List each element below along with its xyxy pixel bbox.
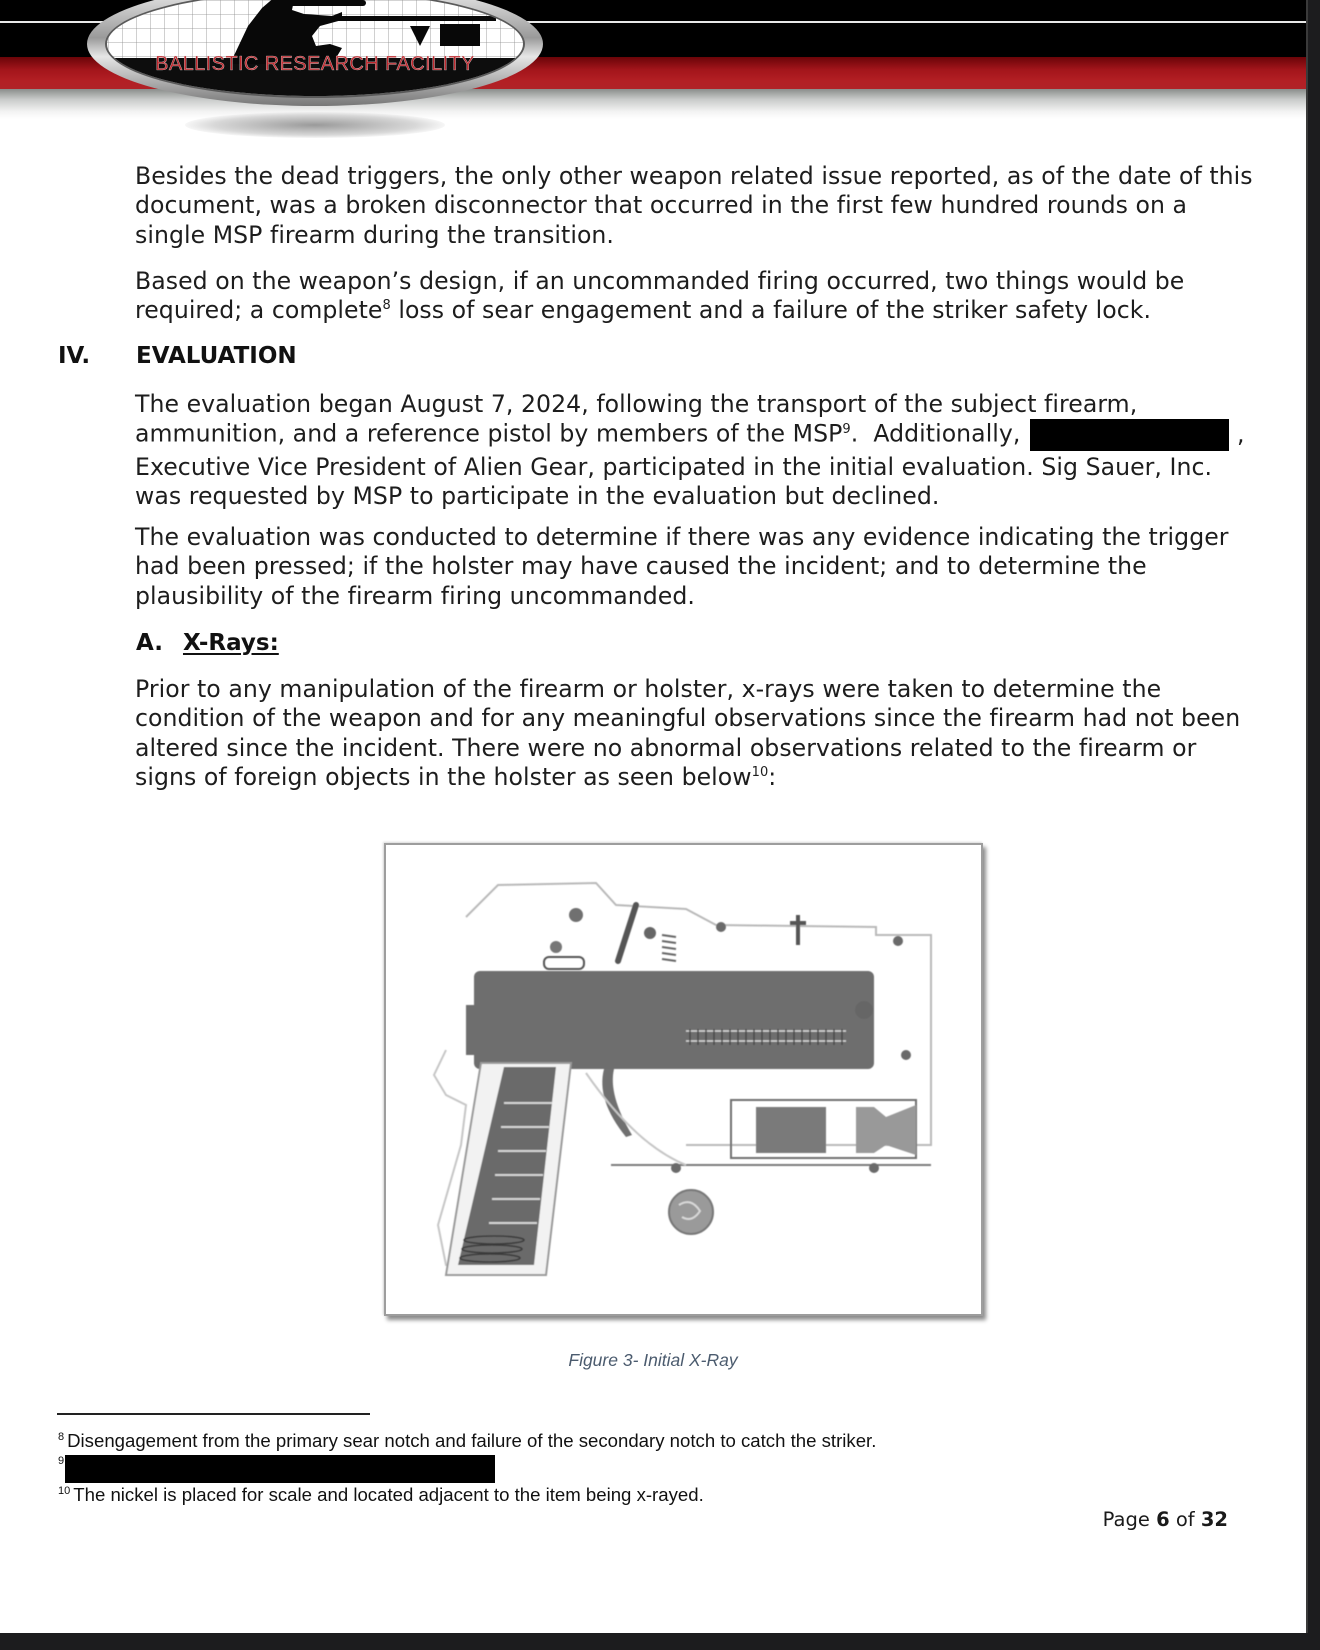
redacted-name xyxy=(1030,419,1229,451)
subsection-title: X-Rays: xyxy=(182,630,279,656)
paragraph-line xyxy=(135,296,1184,329)
page-current: 6 xyxy=(1156,1508,1170,1531)
xray-image xyxy=(386,845,981,1314)
paragraph-design xyxy=(135,267,1184,330)
paragraph-line: The evaluation was conducted to determine if there was any evidence indicating the trigger xyxy=(135,523,1229,551)
figure-caption: Figure 3- Initial X-Ray xyxy=(568,1350,738,1370)
redacted-footnote xyxy=(65,1455,495,1483)
footnote-ref-8[interactable]: 8 xyxy=(382,298,391,314)
paragraph-line: Executive Vice President of Alien Gear, participated in the initial evaluation. Sig Sauer, Inc. xyxy=(135,453,1213,482)
page-number xyxy=(1103,1508,1228,1531)
paragraph-line: condition of the weapon and for any meaningful observations since the firearm had not been xyxy=(135,704,1241,733)
paragraph-line: Besides the dead triggers, the only other weapon related issue reported, as of the date of this xyxy=(135,162,1253,190)
text-run: loss of sear engagement and a failure of the striker safety lock. xyxy=(390,296,1152,325)
text-run: . Additionally, xyxy=(850,419,1029,448)
footnote-8 xyxy=(58,1430,876,1452)
paragraph-line: altered since the incident. There were no abnormal observations related to the firearm or xyxy=(135,733,1197,762)
page-of: of xyxy=(1169,1508,1201,1531)
paragraph-line: plausibility of the firearm firing uncommanded. xyxy=(135,581,695,610)
xray-figure xyxy=(384,843,983,1316)
paragraph-xrays xyxy=(135,675,1240,796)
paragraph-evaluation-purpose xyxy=(135,523,1229,611)
text-run: : xyxy=(768,762,777,791)
paragraph-line: Prior to any manipulation of the firearm or holster, x-rays were taken to determine the xyxy=(135,675,1162,703)
footnote-text: The nickel is placed for scale and located adjacent to the item being x-rayed. xyxy=(73,1484,704,1505)
paragraph-disconnector xyxy=(135,162,1253,250)
footnote-number: 10 xyxy=(58,1485,71,1497)
footnote-text: Disengagement from the primary sear notch and failure of the secondary notch to catch the striker. xyxy=(67,1430,877,1451)
page-label: Page xyxy=(1102,1508,1157,1531)
text-run: required; a complete xyxy=(135,296,383,325)
paragraph-line xyxy=(135,419,1245,453)
trigger xyxy=(602,1069,632,1137)
footnote-number: 8 xyxy=(58,1431,65,1443)
footnote-separator xyxy=(57,1413,370,1415)
ballistic-research-facility-logo xyxy=(80,0,550,116)
paragraph-line: was requested by MSP to participate in the evaluation but declined. xyxy=(135,482,940,511)
text-run: , xyxy=(1237,419,1245,448)
paragraph-line: document, was a broken disconnector that occurred in the first few hundred rounds on a xyxy=(135,191,1188,220)
paragraph-line: had been pressed; if the holster may have caused the incident; and to determine the xyxy=(135,552,1147,581)
pistol-slide xyxy=(474,971,874,1069)
paragraph-evaluation-began xyxy=(135,390,1245,512)
text-run: signs of foreign objects in the holster as seen below xyxy=(135,762,752,791)
page-total: 32 xyxy=(1200,1508,1228,1531)
subsection-heading xyxy=(136,630,279,656)
paragraph-line xyxy=(135,763,1240,796)
paragraph-line: single MSP firearm during the transition. xyxy=(135,220,614,249)
subsection-letter: A. xyxy=(136,630,163,656)
footnote-number: 9 xyxy=(58,1455,65,1467)
footnote-ref-9[interactable]: 9 xyxy=(842,421,851,437)
logo-text: BALLISTIC RESEARCH FACILITY xyxy=(155,53,475,75)
paragraph-line: The evaluation began August 7, 2024, following the transport of the subject firearm, xyxy=(135,390,1138,418)
section-title: EVALUATION xyxy=(136,343,297,369)
footnote-10 xyxy=(58,1484,704,1506)
text-run: ammunition, and a reference pistol by members of the MSP xyxy=(135,419,843,448)
nickel-coin xyxy=(669,1190,713,1234)
page-edge xyxy=(1306,0,1308,1633)
section-number: IV. xyxy=(58,343,91,369)
footnote-9 xyxy=(58,1454,495,1483)
paragraph-line: Based on the weapon’s design, if an uncommanded firing occurred, two things would be xyxy=(135,267,1185,295)
footnote-ref-10[interactable]: 10 xyxy=(751,764,769,780)
